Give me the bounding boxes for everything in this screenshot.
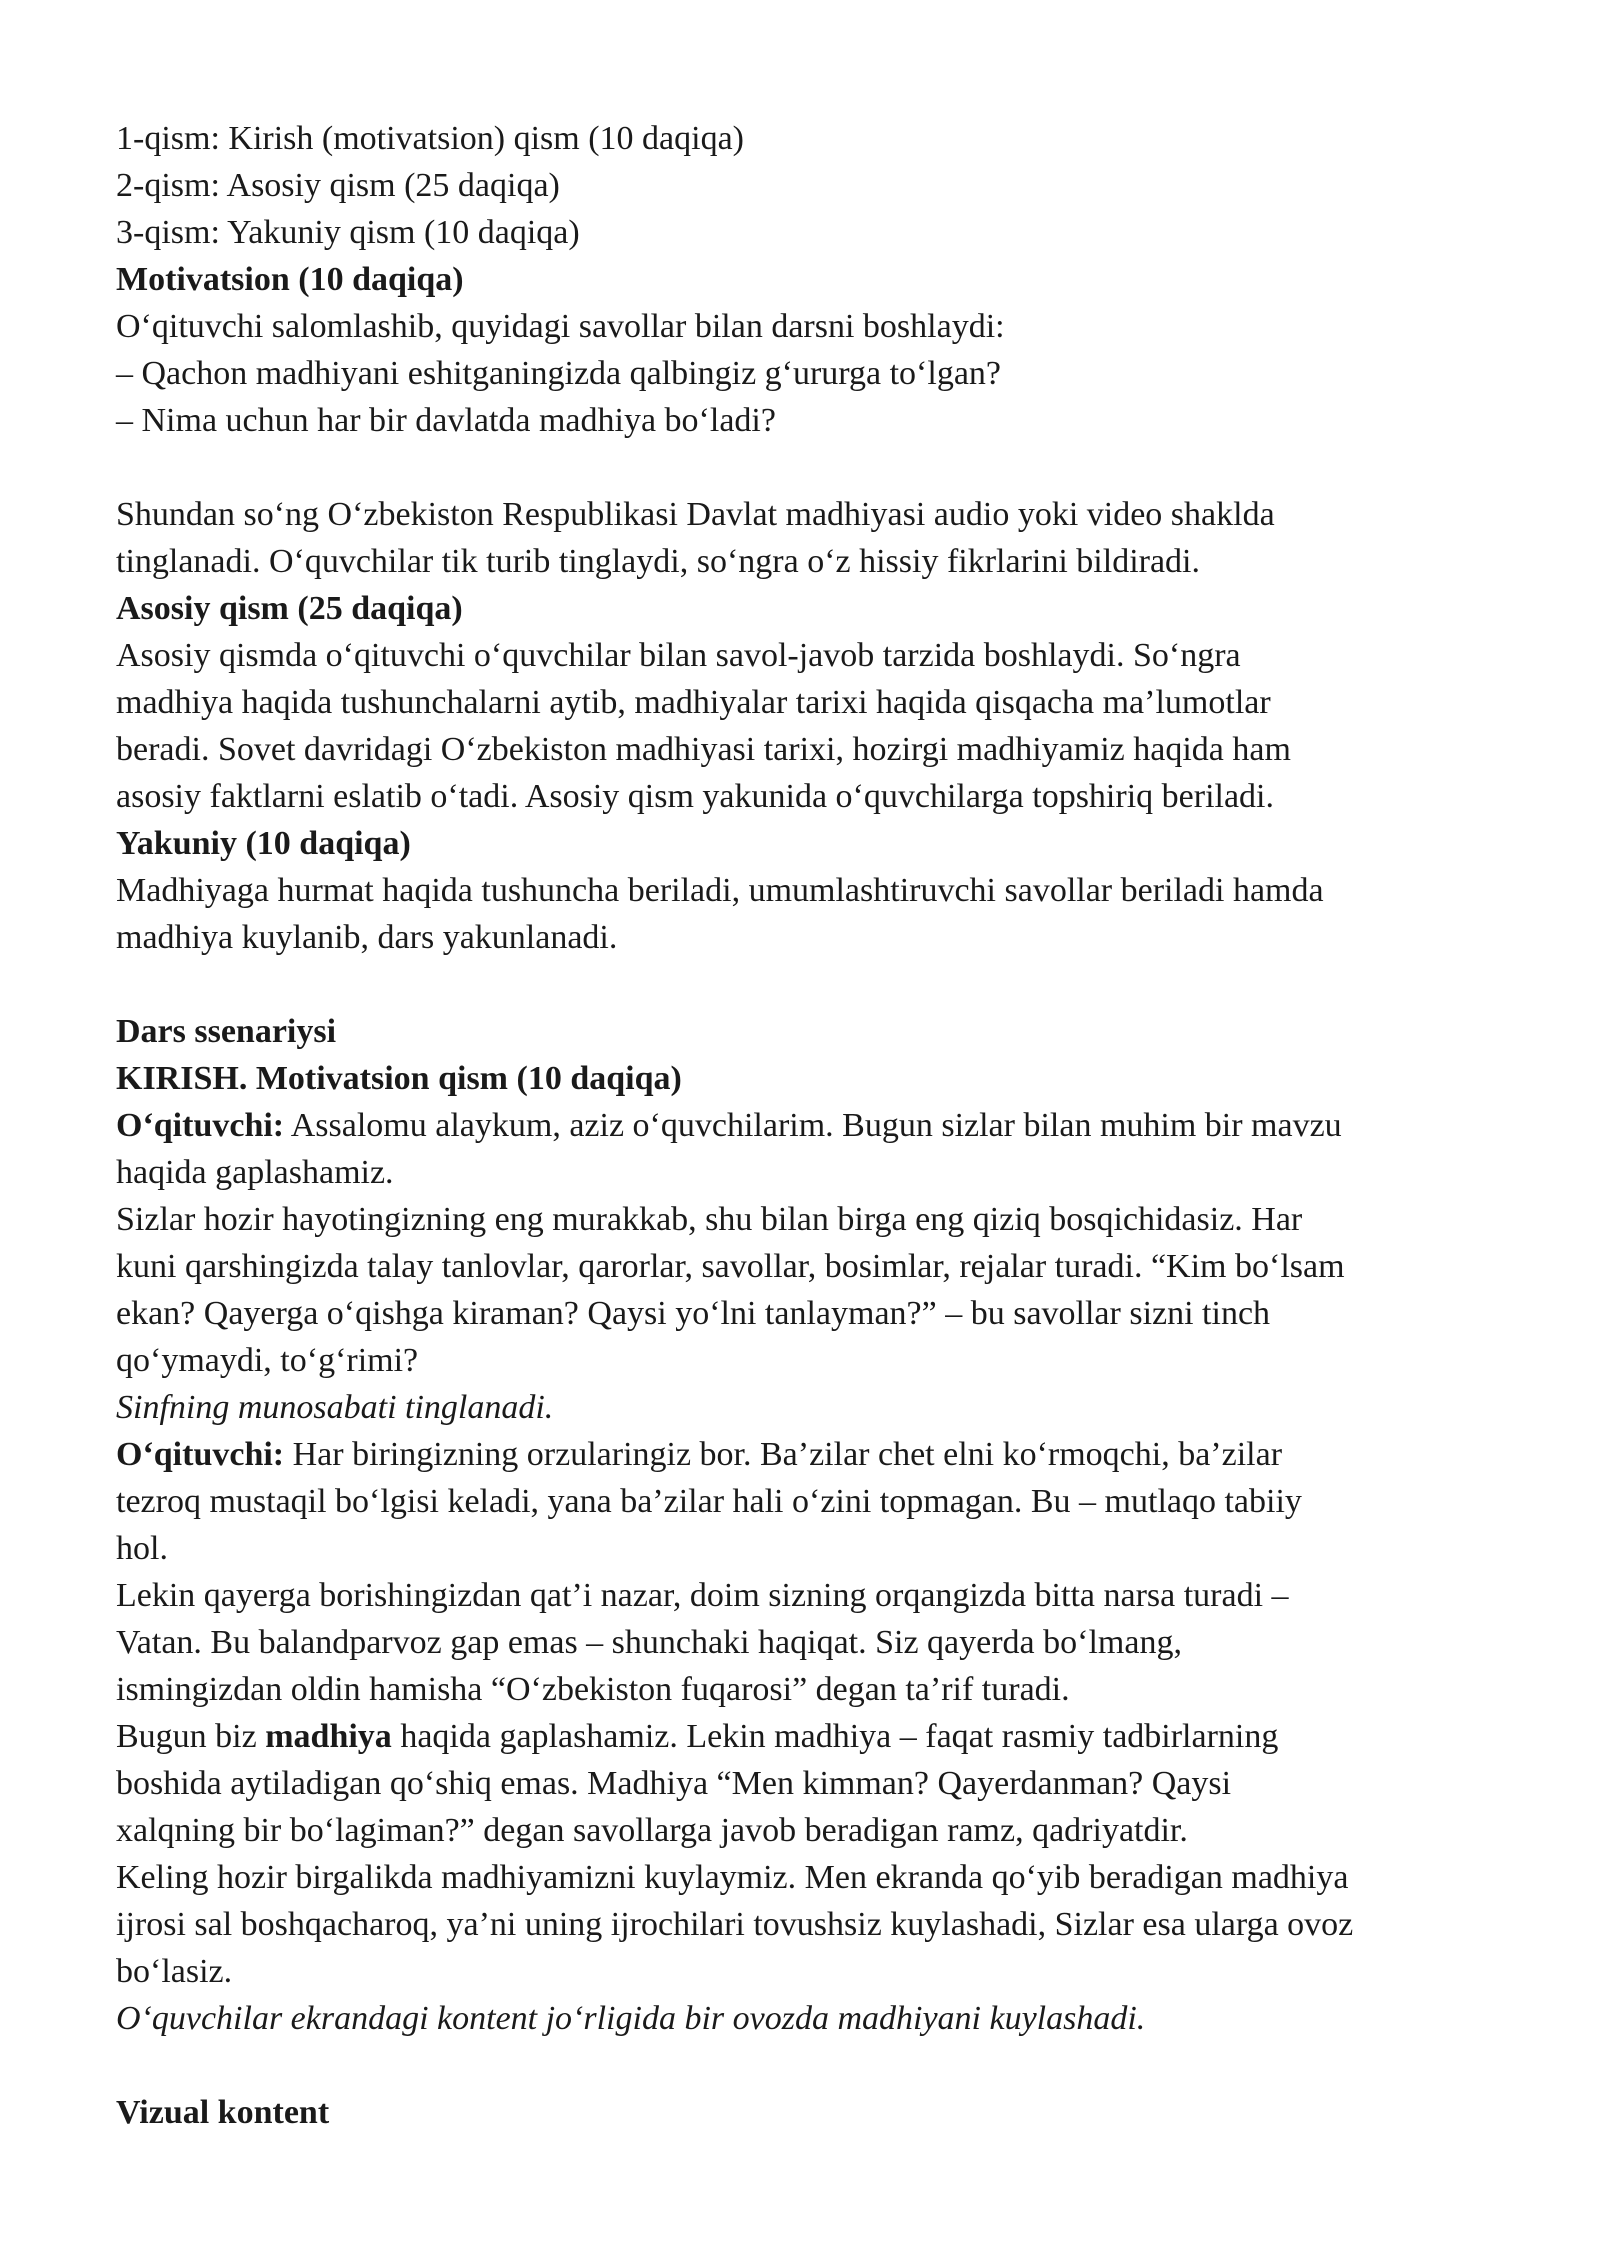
blank-line xyxy=(116,444,1506,491)
speech-line: hol. xyxy=(116,1530,168,1567)
yakuniy-line: madhiya kuylanib, dars yakunlanadi. xyxy=(116,919,618,956)
asosiy-line: madhiya haqida tushunchalarni aytib, madhiyalar tarixi haqida qisqacha ma’lumotlar xyxy=(116,684,1271,721)
teacher-speech-line: haqida gaplashamiz. xyxy=(116,1154,394,1191)
speech-line: xalqning bir bo‘lagiman?” degan savollarga javob beradigan ramz, qadriyatdir. xyxy=(116,1812,1188,1849)
speech-line: Lekin qayerga borishingizdan qat’i nazar, doim sizning orqangizda bitta narsa turadi – xyxy=(116,1577,1289,1614)
motivatsion-after-line: tinglanadi. O‘quvchilar tik turib tinglaydi, so‘ngra o‘z hissiy fikrlarini bildiradi. xyxy=(116,543,1200,580)
yakuniy-heading: Yakuniy (10 daqiqa) xyxy=(116,825,411,862)
speech-text: Har biringizning orzularingiz bor. Ba’zilar chet elni ko‘rmoqchi, ba’zilar xyxy=(284,1436,1283,1473)
document-page xyxy=(116,115,1506,2136)
blank-line xyxy=(116,961,1506,1008)
asosiy-line: beradi. Sovet davridagi O‘zbekiston madhiyasi tarixi, hozirgi madhiyamiz haqida ham xyxy=(116,731,1291,768)
yakuniy-line: Madhiyaga hurmat haqida tushuncha beriladi, umumlashtiruvchi savollar beriladi hamda xyxy=(116,872,1324,909)
motivatsion-question: – Nima uchun har bir davlatda madhiya bo‘ladi? xyxy=(116,402,776,439)
speech-line: qo‘ymaydi, to‘g‘rimi? xyxy=(116,1342,419,1379)
speech-line: boshida aytiladigan qo‘shiq emas. Madhiya “Men kimman? Qayerdanman? Qaysi xyxy=(116,1765,1232,1802)
speech-line: Sizlar hozir hayotingizning eng murakkab, shu bilan birga eng qiziq bosqichidasiz. Har xyxy=(116,1201,1303,1238)
plan-part-1: 1-qism: Kirish (motivatsion) qism (10 daqiqa) xyxy=(116,120,744,157)
speech-line: Keling hozir birgalikda madhiyamizni kuylaymiz. Men ekranda qo‘yib beradigan madhiya xyxy=(116,1859,1349,1896)
speech-line: kuni qarshingizda talay tanlovlar, qarorlar, savollar, bosimlar, rejalar turadi. “Kim bo‘lsam xyxy=(116,1248,1345,1285)
speech-line xyxy=(116,1713,1506,1760)
ssenariy-heading: Dars ssenariysi xyxy=(116,1013,337,1050)
speech-line: Vatan. Bu balandparvoz gap emas – shunchaki haqiqat. Siz qayerda bo‘lmang, xyxy=(116,1624,1182,1661)
speech-text: haqida gaplashamiz. Lekin madhiya – faqat rasmiy tadbirlarning xyxy=(391,1718,1279,1755)
plan-part-2: 2-qism: Asosiy qism (25 daqiqa) xyxy=(116,167,560,204)
speaker-label: O‘qituvchi: xyxy=(116,1436,285,1473)
speech-line: ismingizdan oldin hamisha “O‘zbekiston fuqarosi” degan ta’rif turadi. xyxy=(116,1671,1070,1708)
motivatsion-after-line: Shundan so‘ng O‘zbekiston Respublikasi Davlat madhiyasi audio yoki video shaklda xyxy=(116,496,1275,533)
motivatsion-question: – Qachon madhiyani eshitganingizda qalbingiz g‘ururga to‘lgan? xyxy=(116,355,1001,392)
asosiy-line: Asosiy qismda o‘qituvchi o‘quvchilar bilan savol-javob tarzida boshlaydi. So‘ngra xyxy=(116,637,1241,674)
madhiya-emphasis: madhiya xyxy=(265,1718,392,1755)
teacher-speech-line xyxy=(116,1431,1506,1478)
speech-line: ekan? Qayerga o‘qishga kiraman? Qaysi yo‘lni tanlayman?” – bu savollar sizni tinch xyxy=(116,1295,1271,1332)
speech-line: tezroq mustaqil bo‘lgisi keladi, yana ba’zilar hali o‘zini topmagan. Bu – mutlaqo tabiiy xyxy=(116,1483,1302,1520)
speech-line: ijrosi sal boshqacharoq, ya’ni uning ijrochilari tovushsiz kuylashadi, Sizlar esa ularga ovoz xyxy=(116,1906,1354,1943)
blank-line xyxy=(116,2042,1506,2089)
motivatsion-heading: Motivatsion (10 daqiqa) xyxy=(116,261,464,298)
asosiy-line: asosiy faktlarni eslatib o‘tadi. Asosiy qism yakunida o‘quvchilarga topshiriq beriladi. xyxy=(116,778,1274,815)
speaker-label: O‘qituvchi: xyxy=(116,1107,285,1144)
stage-direction: Sinfning munosabati tinglanadi. xyxy=(116,1389,554,1426)
speech-text: Bugun biz xyxy=(116,1718,266,1755)
speech-text: Assalomu alaykum, aziz o‘quvchilarim. Bugun sizlar bilan muhim bir mavzu xyxy=(284,1107,1342,1144)
vizual-heading: Vizual kontent xyxy=(116,2094,330,2131)
motivatsion-line: O‘qituvchi salomlashib, quyidagi savollar bilan darsni boshlaydi: xyxy=(116,308,1005,345)
speech-line: bo‘lasiz. xyxy=(116,1953,233,1990)
teacher-speech-line xyxy=(116,1102,1506,1149)
stage-direction: O‘quvchilar ekrandagi kontent jo‘rligida bir ovozda madhiyani kuylashadi. xyxy=(116,2000,1146,2037)
asosiy-heading: Asosiy qism (25 daqiqa) xyxy=(116,590,463,627)
plan-part-3: 3-qism: Yakuniy qism (10 daqiqa) xyxy=(116,214,580,251)
ssenariy-subheading: KIRISH. Motivatsion qism (10 daqiqa) xyxy=(116,1060,682,1097)
